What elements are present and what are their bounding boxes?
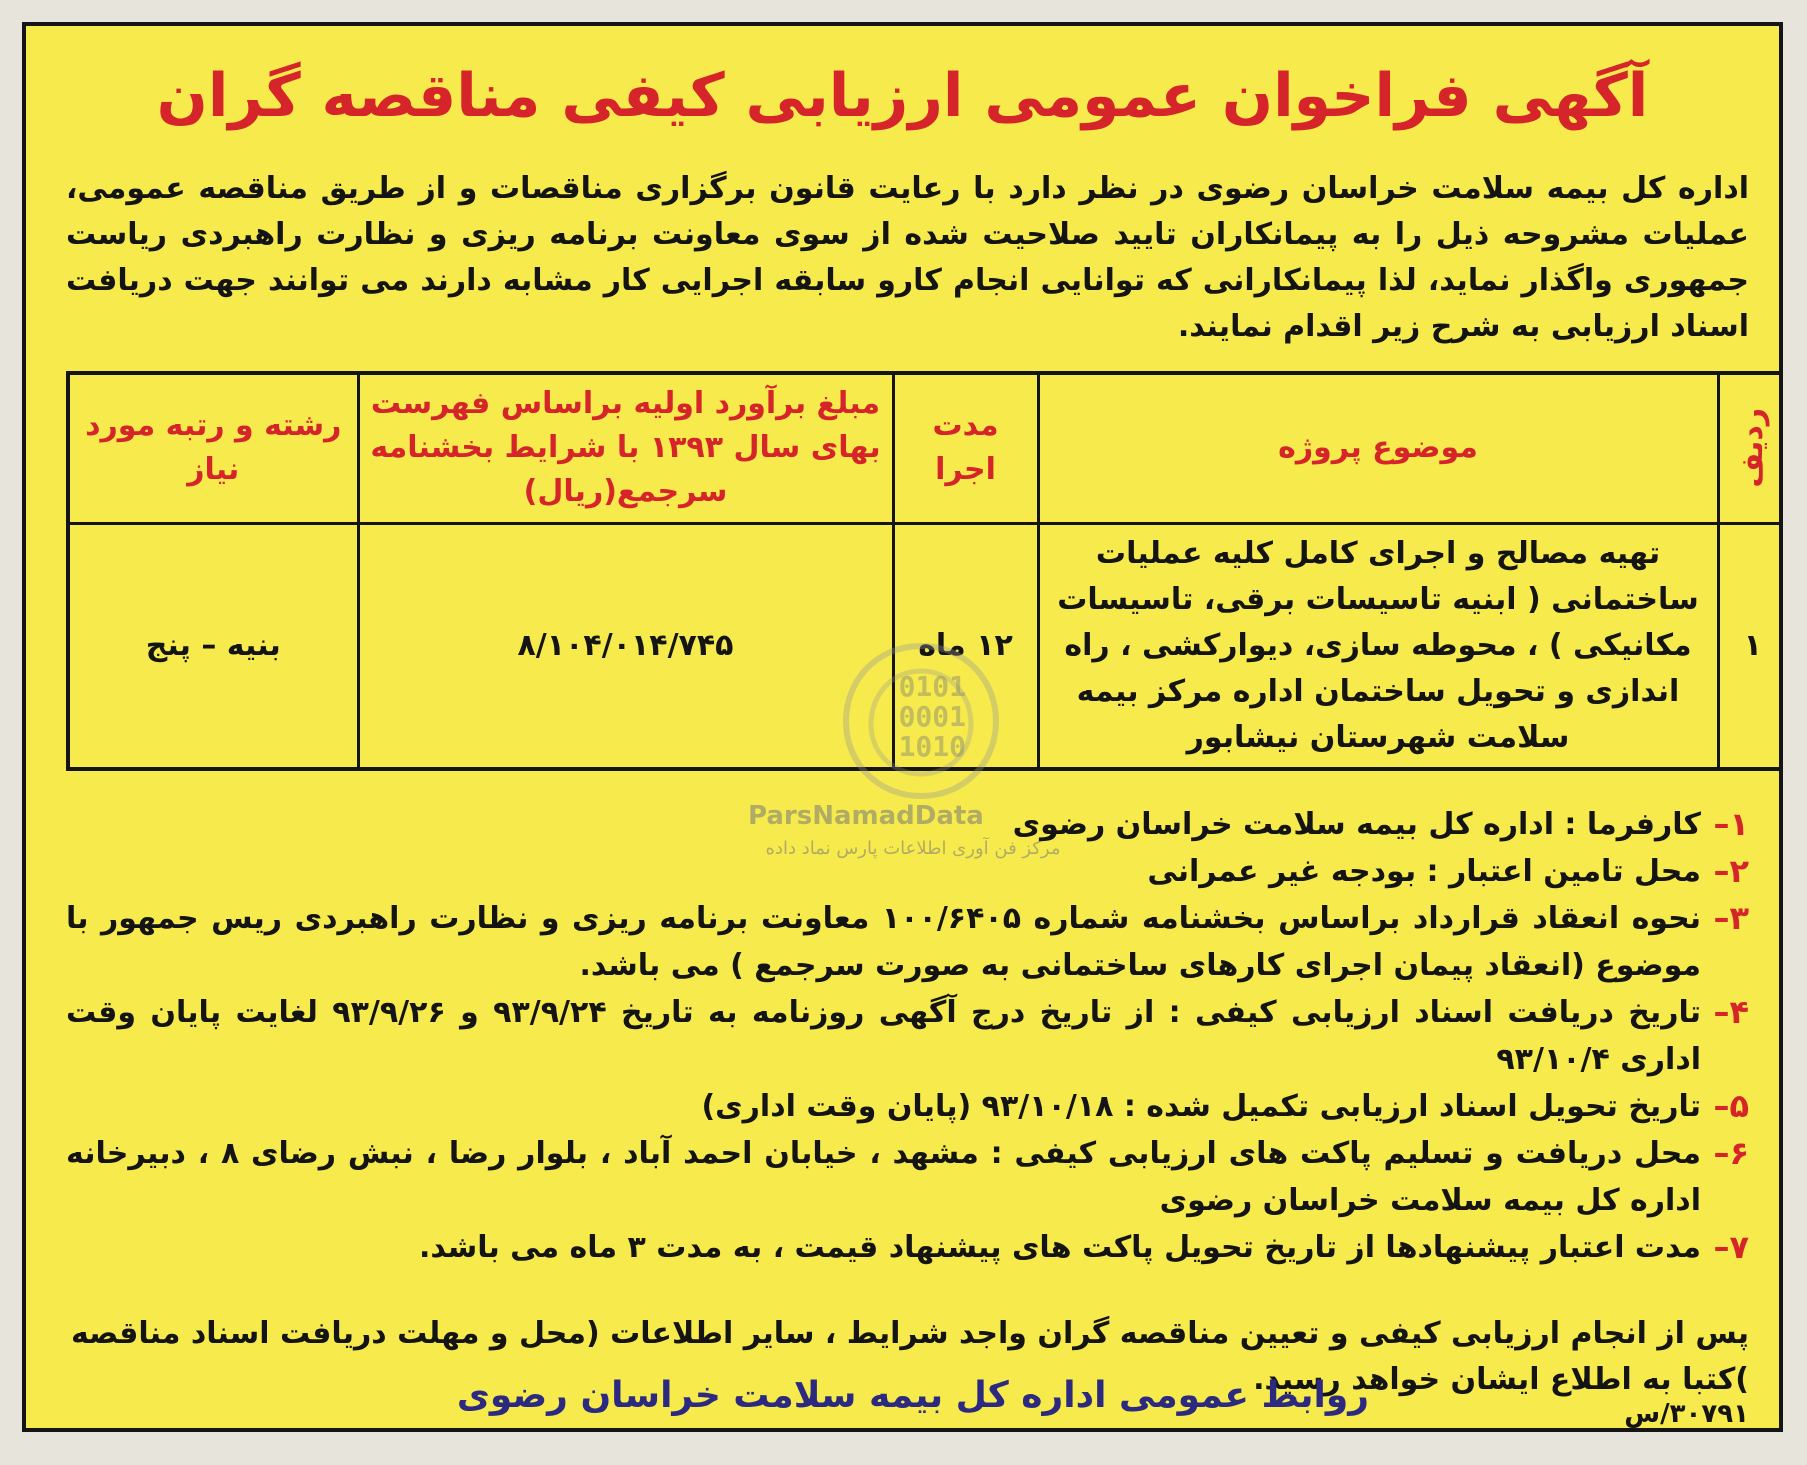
item-number: ۱– — [1713, 805, 1749, 843]
svg-text:1010: 1010 — [898, 730, 966, 763]
item-text: تاریخ دریافت اسناد ارزیابی کیفی : از تاریخ درج آگهی روزنامه به تاریخ ۹۳/۹/۲۴ و ۹۳/۹/۲۶ لغایت پایان وقت اداری ۹۳/۱۰/۴ — [66, 995, 1701, 1077]
table-header-row — [68, 373, 1783, 523]
conditions-list — [66, 801, 1749, 1271]
item-text: محل تامین اعتبار : بودجه غیر عمرانی — [1147, 854, 1701, 889]
intro-paragraph: اداره کل بیمه سلامت خراسان رضوی در نظر دارد با رعایت قانون برگزاری مناقصات و از طریق مناقصه عمومی، عملیات مشروحه ذیل را به پیمانکاران تایید صلاحیت شده از سوی معاونت برنامه ریزی و نظارت راهبردی ریاست جمهوری واگذار نماید، لذا پیمانکارانی که توانایی انجام کارو سابقه اجرایی کار مشابه دارند می توانند جهت دریافت اسناد ارزیابی به شرح زیر اقدام نمایند. — [66, 171, 1749, 344]
list-item — [66, 1224, 1749, 1271]
cell-subject: تهیه مصالح و اجرای کامل کلیه عملیات ساختمانی ( ابنیه تاسیسات برقی، تاسیسات مکانیکی ) ، محوطه سازی، دیوارکشی ، راه اندازی و تحویل ساختمان اداره مرکز بیمه سلامت شهرستان نیشابور — [1038, 523, 1718, 769]
item-text: تاریخ تحویل اسناد ارزیابی تکمیل شده : ۹۳/۱۰/۱۸ (پایان وقت اداری) — [701, 1089, 1701, 1124]
list-item — [66, 1083, 1749, 1130]
item-number: ۳– — [1713, 899, 1749, 937]
item-number: ۴– — [1713, 993, 1749, 1031]
item-number: ۶– — [1713, 1134, 1749, 1172]
notice-title: آگهی فراخوان عمومی ارزیابی کیفی مناقصه گران — [156, 61, 1649, 131]
list-item — [66, 848, 1749, 895]
item-text: محل دریافت و تسلیم پاکت های ارزیابی کیفی : مشهد ، خیابان احمد آباد ، بلوار رضا ، نبش رضای ۸ ، دبیرخانه اداره کل بیمه سلامت خراسان رضوی — [66, 1136, 1701, 1218]
notice-code: ۳۰۷۹۱/س — [1624, 1399, 1749, 1429]
notice-frame — [22, 22, 1783, 1432]
item-text: نحوه انعقاد قرارداد براساس بخشنامه شماره ۱۰۰/۶۴۰۵ معاونت برنامه ریزی و نظارت راهبردی ریس جمهور با موضوع (انعقاد پیمان اجرای کارهای ساختمانی به صورت سرجمع ) می باشد. — [66, 901, 1701, 983]
header-amount: مبلغ برآورد اولیه براساس فهرست بهای سال ۱۳۹۳ با شرایط بخشنامه سرجمع(ریال) — [358, 373, 893, 523]
svg-text:0001: 0001 — [898, 700, 966, 733]
cell-amount: ۸/۱۰۴/۰۱۴/۷۴۵ — [358, 523, 893, 769]
header-subject: موضوع پروژه — [1038, 373, 1718, 523]
item-text: کارفرما : اداره کل بیمه سلامت خراسان رضوی — [1012, 807, 1701, 842]
list-item — [66, 1130, 1749, 1224]
item-number: ۷– — [1713, 1228, 1749, 1266]
item-number: ۵– — [1713, 1087, 1749, 1125]
closing-note: پس از انجام ارزیابی کیفی و تعیین مناقصه گران واجد شرایط ، سایر اطلاعات (محل و مهلت دریافت اسناد مناقصه )کتبا به اطلاع ایشان خواهد رسید. — [70, 1316, 1749, 1397]
watermark-label: ParsNamadData — [748, 801, 984, 831]
item-text: مدت اعتبار پیشنهادها از تاریخ تحویل پاکت های پیشنهاد قیمت ، به مدت ۳ ماه می باشد. — [418, 1230, 1701, 1265]
projects-table — [66, 371, 1783, 771]
header-duration: مدت اجرا — [893, 373, 1038, 523]
header-row-number — [1718, 373, 1783, 523]
header-row-label: ردیف — [1734, 408, 1770, 489]
list-item — [66, 989, 1749, 1083]
cell-grade: بنیه – پنج — [68, 523, 358, 769]
svg-text:0101: 0101 — [898, 670, 966, 703]
list-item — [66, 895, 1749, 989]
item-number: ۲– — [1713, 852, 1749, 890]
header-grade: رشته و رتبه مورد نیاز — [68, 373, 358, 523]
watermark-subtitle: مرکز فن آوری اطلاعات پارس نماد داده — [765, 838, 1061, 859]
cell-row-number: ۱ — [1718, 523, 1783, 769]
cell-duration: ۱۲ ماه — [893, 523, 1038, 769]
table-row — [68, 523, 1783, 769]
list-item — [66, 801, 1749, 848]
signature: روابط عمومی اداره کل بیمه سلامت خراسان رضوی — [456, 1375, 1369, 1416]
